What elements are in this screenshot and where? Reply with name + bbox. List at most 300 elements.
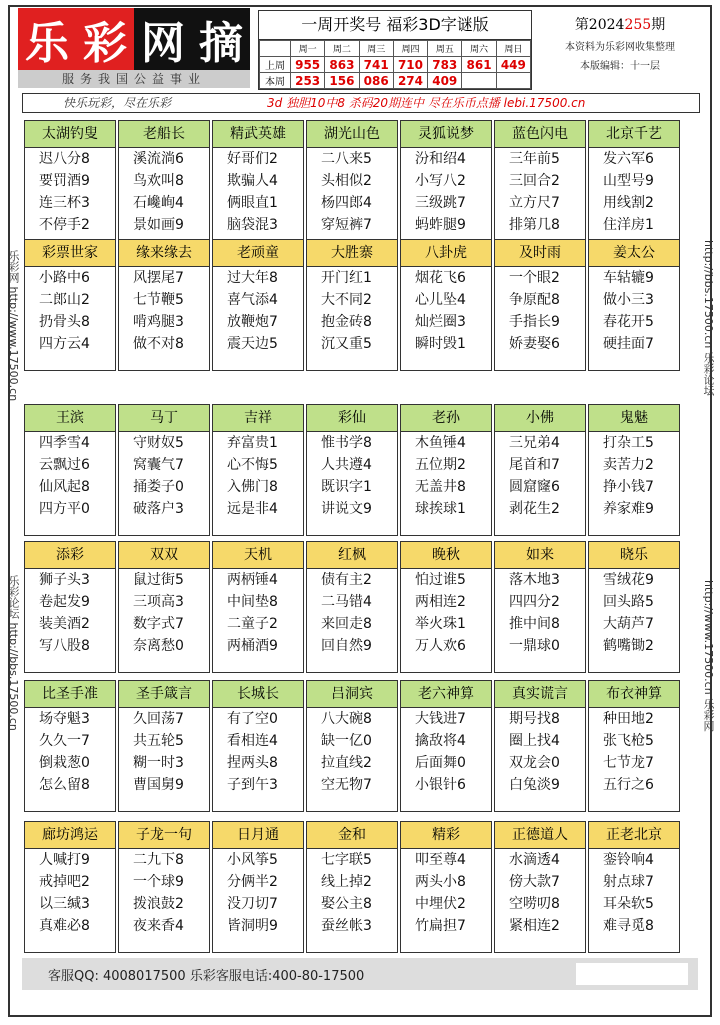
riddle-line: 三级跳7 xyxy=(415,195,466,211)
riddle-card xyxy=(24,680,116,812)
author-name: 大胜寨 xyxy=(307,240,397,267)
riddle-line: 剥花生2 xyxy=(509,501,560,517)
riddle-card xyxy=(588,404,680,536)
riddle-card xyxy=(118,821,210,953)
riddle-line: 中埋伏2 xyxy=(415,896,466,912)
riddle-line: 拉直线2 xyxy=(321,755,372,771)
riddle-line: 狮子头3 xyxy=(39,572,90,588)
riddle-line: 共五轮5 xyxy=(133,733,184,749)
riddle-line: 竹扁担7 xyxy=(415,918,466,934)
riddle-line: 擒敌将4 xyxy=(415,733,466,749)
riddle-line: 沉又重5 xyxy=(321,336,372,352)
riddle-line: 讲说文9 xyxy=(321,501,372,517)
riddle-line: 四四分2 xyxy=(509,594,560,610)
author-name: 真实谎言 xyxy=(495,681,585,708)
riddle-line: 两相连2 xyxy=(415,594,466,610)
riddle-line: 四季雪4 xyxy=(39,435,90,451)
riddle-line: 看相连4 xyxy=(227,733,278,749)
row-label: 上周 xyxy=(260,57,291,73)
riddle-line: 没刀切7 xyxy=(227,896,278,912)
riddle-card xyxy=(306,404,398,536)
riddle-line: 弃富贵1 xyxy=(227,435,278,451)
riddle-line: 迟八分8 xyxy=(39,151,90,167)
riddle-card xyxy=(212,541,304,673)
author-name: 缘来缘去 xyxy=(119,240,209,267)
riddle-line: 久回荡7 xyxy=(133,711,184,727)
riddle-card xyxy=(24,404,116,536)
day-header: 周一 xyxy=(291,41,325,57)
author-name: 王滨 xyxy=(25,405,115,432)
riddle-line: 二马错4 xyxy=(321,594,372,610)
riddle-line: 尾首和7 xyxy=(509,457,560,473)
riddle-line: 无盖井8 xyxy=(415,479,466,495)
riddle-line: 杨四郎4 xyxy=(321,195,372,211)
riddle-line: 人共遵4 xyxy=(321,457,372,473)
draw-number: 741 xyxy=(359,57,393,73)
riddle-row xyxy=(24,821,696,959)
riddle-line: 一鼎球0 xyxy=(509,638,560,654)
author-name: 长城长 xyxy=(213,681,303,708)
riddle-line: 过大年8 xyxy=(227,270,278,286)
draw-number: 086 xyxy=(359,73,393,89)
riddle-card xyxy=(306,239,398,371)
riddle-line: 石巉峋4 xyxy=(133,195,184,211)
riddle-line: 装美酒2 xyxy=(39,616,90,632)
riddle-line: 一个球9 xyxy=(133,874,184,890)
draw-number: 710 xyxy=(393,57,427,73)
slogan: 服务我国公益事业 xyxy=(18,70,250,88)
draw-number: 156 xyxy=(325,73,359,89)
logo-char: 摘 xyxy=(192,8,250,70)
riddle-line: 圈上找4 xyxy=(509,733,560,749)
draw-number: 861 xyxy=(462,57,496,73)
riddle-row xyxy=(24,404,696,542)
draw-number: 783 xyxy=(428,57,462,73)
riddle-line: 扔骨头8 xyxy=(39,314,90,330)
riddle-line: 捅娄子0 xyxy=(133,479,184,495)
riddle-line: 破落户3 xyxy=(133,501,184,517)
riddle-line: 用线割2 xyxy=(603,195,654,211)
logo-char: 网 xyxy=(134,8,192,70)
author-name: 比圣手准 xyxy=(25,681,115,708)
riddle-line: 娇妻娶6 xyxy=(509,336,560,352)
riddle-line: 三回合2 xyxy=(509,173,560,189)
side-text-left-bottom: 乐彩论坛 http://bbs.17500.cn xyxy=(7,575,20,731)
author-name: 小佛 xyxy=(495,405,585,432)
riddle-line: 水滴透4 xyxy=(509,852,560,868)
riddle-line: 小写八2 xyxy=(415,173,466,189)
riddle-line: 空唠叨8 xyxy=(509,896,560,912)
header xyxy=(18,8,704,88)
riddle-line: 种田地2 xyxy=(603,711,654,727)
riddle-line: 喜气添4 xyxy=(227,292,278,308)
riddle-card xyxy=(24,120,116,252)
riddle-line: 白兔淡9 xyxy=(509,777,560,793)
riddle-line: 两头小8 xyxy=(415,874,466,890)
riddle-line: 二郎山2 xyxy=(39,292,90,308)
riddle-card xyxy=(588,541,680,673)
riddle-card xyxy=(400,541,492,673)
author-name: 圣手箴言 xyxy=(119,681,209,708)
riddle-line: 要罚酒9 xyxy=(39,173,90,189)
draw-header-row xyxy=(260,41,531,57)
author-name: 晚秋 xyxy=(401,542,491,569)
riddle-line: 二九下8 xyxy=(133,852,184,868)
riddle-line: 仙风起8 xyxy=(39,479,90,495)
riddle-line: 烟花飞6 xyxy=(415,270,466,286)
riddle-row xyxy=(24,541,696,679)
riddle-line: 戒掉吧2 xyxy=(39,874,90,890)
riddle-card xyxy=(494,239,586,371)
riddle-line: 卷起发9 xyxy=(39,594,90,610)
riddle-line: 欺骗人4 xyxy=(227,173,278,189)
tagline-bar xyxy=(22,93,700,113)
riddle-line: 做小三3 xyxy=(603,292,654,308)
riddle-line: 惟书学8 xyxy=(321,435,372,451)
riddle-line: 七字联5 xyxy=(321,852,372,868)
draw-row-this-week xyxy=(260,73,531,89)
riddle-line: 回头路5 xyxy=(603,594,654,610)
riddle-line: 糊一时3 xyxy=(133,755,184,771)
riddle-line: 怎么留8 xyxy=(39,777,90,793)
riddle-line: 立方尺7 xyxy=(509,195,560,211)
author-name: 如来 xyxy=(495,542,585,569)
riddle-line: 推中间8 xyxy=(509,616,560,632)
riddle-line: 銮铃响4 xyxy=(603,852,654,868)
riddle-line: 子到午3 xyxy=(227,777,278,793)
riddle-line: 住洋房1 xyxy=(603,217,654,233)
riddle-card xyxy=(212,821,304,953)
author-name: 老孙 xyxy=(401,405,491,432)
riddle-line: 久久一7 xyxy=(39,733,90,749)
riddle-line: 期号找8 xyxy=(509,711,560,727)
riddle-card xyxy=(494,541,586,673)
riddle-card xyxy=(494,821,586,953)
riddle-card xyxy=(588,680,680,812)
riddle-line: 落木地3 xyxy=(509,572,560,588)
riddle-card xyxy=(588,821,680,953)
riddle-line: 两桶酒9 xyxy=(227,638,278,654)
author-name: 精武英雄 xyxy=(213,121,303,148)
riddle-line: 争原配8 xyxy=(509,292,560,308)
riddle-line: 傍大款7 xyxy=(509,874,560,890)
riddle-line: 三项高3 xyxy=(133,594,184,610)
riddle-line: 震天边5 xyxy=(227,336,278,352)
riddle-line: 线上掉2 xyxy=(321,874,372,890)
draw-number xyxy=(462,73,496,89)
riddle-card xyxy=(306,821,398,953)
riddle-line: 开门红1 xyxy=(321,270,372,286)
day-header: 周三 xyxy=(359,41,393,57)
draw-number: 253 xyxy=(291,73,325,89)
riddle-line: 风摆尾7 xyxy=(133,270,184,286)
author-name: 灵狐说梦 xyxy=(401,121,491,148)
riddle-line: 射点球7 xyxy=(603,874,654,890)
issue-editor: 本版编辑：十一层 xyxy=(580,61,660,72)
author-name: 吉祥 xyxy=(213,405,303,432)
riddle-line: 山型号9 xyxy=(603,173,654,189)
issue-box xyxy=(536,10,704,88)
draw-table xyxy=(259,40,531,89)
riddle-line: 两柄锤4 xyxy=(227,572,278,588)
riddle-card xyxy=(400,404,492,536)
author-name: 蓝色闪电 xyxy=(495,121,585,148)
riddle-line: 鼠过街5 xyxy=(133,572,184,588)
riddle-card xyxy=(24,239,116,371)
riddle-line: 七节龙7 xyxy=(603,755,654,771)
riddle-line: 放鞭炮7 xyxy=(227,314,278,330)
riddle-line: 怕过谁5 xyxy=(415,572,466,588)
riddle-line: 五行之6 xyxy=(603,777,654,793)
riddle-line: 回自然9 xyxy=(321,638,372,654)
author-name: 老六神算 xyxy=(401,681,491,708)
riddle-line: 汾和绍4 xyxy=(415,151,466,167)
riddle-card xyxy=(118,680,210,812)
draw-number: 955 xyxy=(291,57,325,73)
riddle-line: 难寻觅8 xyxy=(603,918,654,934)
riddle-line: 挣小钱7 xyxy=(603,479,654,495)
author-name: 布衣神算 xyxy=(589,681,679,708)
riddle-line: 圆窟窿6 xyxy=(509,479,560,495)
riddle-line: 举火珠1 xyxy=(415,616,466,632)
author-name: 日月通 xyxy=(213,822,303,849)
side-text-right-bottom: http://www.17500.cn 乐彩网 xyxy=(702,580,715,732)
riddle-line: 发六军6 xyxy=(603,151,654,167)
author-name: 正老北京 xyxy=(589,822,679,849)
riddle-line: 养家难9 xyxy=(603,501,654,517)
riddle-line: 瞬时毁1 xyxy=(415,336,466,352)
riddle-line: 卖苦力2 xyxy=(603,457,654,473)
riddle-line: 远是非4 xyxy=(227,501,278,517)
author-name: 天机 xyxy=(213,542,303,569)
riddle-card xyxy=(118,239,210,371)
footer-blank-box xyxy=(576,963,688,985)
footer-contact: 客服QQ: 4008017500 乐彩客服电话:400-80-17500 xyxy=(48,969,365,984)
riddle-line: 景如画9 xyxy=(133,217,184,233)
riddle-line: 张飞枪5 xyxy=(603,733,654,749)
riddle-line: 好哥们2 xyxy=(227,151,278,167)
riddle-line: 以三缄3 xyxy=(39,896,90,912)
issue-note: 本资料为乐彩网收集整理 xyxy=(565,42,675,53)
riddle-line: 写八股8 xyxy=(39,638,90,654)
riddle-card xyxy=(118,404,210,536)
draw-number: 409 xyxy=(428,73,462,89)
riddle-line: 万人欢6 xyxy=(415,638,466,654)
riddle-line: 鹤嘴锄2 xyxy=(603,638,654,654)
riddle-line: 拨浪鼓2 xyxy=(133,896,184,912)
author-name: 老顽童 xyxy=(213,240,303,267)
riddle-line: 小银针6 xyxy=(415,777,466,793)
draw-title: 一周开奖号 福彩3D字谜版 xyxy=(259,11,531,40)
author-name: 晓乐 xyxy=(589,542,679,569)
riddle-line: 三年前5 xyxy=(509,151,560,167)
author-name: 及时雨 xyxy=(495,240,585,267)
riddle-card xyxy=(494,120,586,252)
riddle-line: 溪流淌6 xyxy=(133,151,184,167)
riddle-line: 三兄弟4 xyxy=(509,435,560,451)
tagline-right[interactable]: 3d 独胆10中8 杀码20期连中 尽在乐币点播 lebi.17500.cn xyxy=(267,96,586,110)
riddle-line: 夜来香4 xyxy=(133,918,184,934)
draw-number: 274 xyxy=(393,73,427,89)
riddle-line: 春花开5 xyxy=(603,314,654,330)
riddle-line: 分俩半2 xyxy=(227,874,278,890)
author-name: 子龙一句 xyxy=(119,822,209,849)
riddle-card xyxy=(400,821,492,953)
riddle-line: 既识字1 xyxy=(321,479,372,495)
riddle-line: 曹国舅9 xyxy=(133,777,184,793)
riddle-line: 窝囊气7 xyxy=(133,457,184,473)
riddle-card xyxy=(588,239,680,371)
logo-char: 乐 xyxy=(18,8,76,70)
riddle-line: 脑袋混3 xyxy=(227,217,278,233)
author-name: 姜太公 xyxy=(589,240,679,267)
riddle-line: 抱金砖8 xyxy=(321,314,372,330)
draw-number: 863 xyxy=(325,57,359,73)
author-name: 彩仙 xyxy=(307,405,397,432)
author-name: 马丁 xyxy=(119,405,209,432)
riddle-card xyxy=(494,404,586,536)
author-name: 精彩 xyxy=(401,822,491,849)
side-text-left-top: 乐彩网 http://www.17500.cn xyxy=(7,250,20,402)
riddle-line: 数字式7 xyxy=(133,616,184,632)
draw-row-last-week xyxy=(260,57,531,73)
riddle-line: 债有主2 xyxy=(321,572,372,588)
day-header: 周六 xyxy=(462,41,496,57)
riddle-row xyxy=(24,239,696,377)
riddle-card xyxy=(212,120,304,252)
riddle-line: 球挨球1 xyxy=(415,501,466,517)
riddle-card xyxy=(588,120,680,252)
riddle-card xyxy=(212,680,304,812)
riddle-line: 双龙会0 xyxy=(509,755,560,771)
riddle-card xyxy=(118,541,210,673)
riddle-line: 中间垫8 xyxy=(227,594,278,610)
draw-number: 449 xyxy=(496,57,530,73)
riddle-line: 四方平0 xyxy=(39,501,90,517)
riddle-line: 真难必8 xyxy=(39,918,90,934)
author-name: 双双 xyxy=(119,542,209,569)
side-text-right-top: http://bbs.17500.cn 乐彩论坛 xyxy=(702,240,715,396)
riddle-line: 手指长9 xyxy=(509,314,560,330)
riddle-line: 皆洞明9 xyxy=(227,918,278,934)
riddle-line: 穿短裤7 xyxy=(321,217,372,233)
logo-char: 彩 xyxy=(76,8,134,70)
author-name: 吕洞宾 xyxy=(307,681,397,708)
draw-results xyxy=(258,10,532,90)
riddle-line: 鸟欢叫8 xyxy=(133,173,184,189)
riddle-line: 做不对8 xyxy=(133,336,184,352)
day-header: 周五 xyxy=(428,41,462,57)
riddle-line: 头相似2 xyxy=(321,173,372,189)
day-header: 周二 xyxy=(325,41,359,57)
riddle-line: 二童子2 xyxy=(227,616,278,632)
riddle-line: 大钱进7 xyxy=(415,711,466,727)
riddle-card xyxy=(400,239,492,371)
riddle-line: 排第几8 xyxy=(509,217,560,233)
author-name: 正德道人 xyxy=(495,822,585,849)
riddle-line: 一个眼2 xyxy=(509,270,560,286)
riddle-line: 娶公主8 xyxy=(321,896,372,912)
author-name: 鬼魅 xyxy=(589,405,679,432)
riddle-line: 人喊打9 xyxy=(39,852,90,868)
tagline-left: 快乐玩彩，尽在乐彩 xyxy=(63,96,172,110)
riddle-line: 守财奴5 xyxy=(133,435,184,451)
day-header: 周日 xyxy=(496,41,530,57)
riddle-line: 灿烂圈3 xyxy=(415,314,466,330)
author-name: 老船长 xyxy=(119,121,209,148)
riddle-line: 来回走8 xyxy=(321,616,372,632)
riddle-card xyxy=(24,541,116,673)
riddle-card xyxy=(494,680,586,812)
riddle-line: 小风筝5 xyxy=(227,852,278,868)
riddle-line: 后面舞0 xyxy=(415,755,466,771)
riddle-line: 四方云4 xyxy=(39,336,90,352)
riddle-card xyxy=(118,120,210,252)
author-name: 红枫 xyxy=(307,542,397,569)
logo xyxy=(18,8,250,70)
riddle-card xyxy=(400,120,492,252)
riddle-card xyxy=(24,821,116,953)
riddle-line: 入佛门8 xyxy=(227,479,278,495)
author-name: 八卦虎 xyxy=(401,240,491,267)
riddle-line: 俩眼直1 xyxy=(227,195,278,211)
author-name: 太湖钓叟 xyxy=(25,121,115,148)
riddle-line: 连三杯3 xyxy=(39,195,90,211)
author-name: 添彩 xyxy=(25,542,115,569)
riddle-line: 奈离愁0 xyxy=(133,638,184,654)
riddle-line: 空无物7 xyxy=(321,777,372,793)
riddle-line: 缺一亿0 xyxy=(321,733,372,749)
footer xyxy=(22,958,698,990)
riddle-card xyxy=(212,404,304,536)
riddle-line: 硬挂面7 xyxy=(603,336,654,352)
riddle-line: 蚂蚱腿9 xyxy=(415,217,466,233)
riddle-line: 紧相连2 xyxy=(509,918,560,934)
issue-number: 第2024255期 xyxy=(574,17,666,33)
riddle-line: 心儿坠4 xyxy=(415,292,466,308)
row-label: 本周 xyxy=(260,73,291,89)
riddle-card xyxy=(306,541,398,673)
day-header: 周四 xyxy=(393,41,427,57)
draw-number xyxy=(496,73,530,89)
author-name: 彩票世家 xyxy=(25,240,115,267)
riddle-line: 小路中6 xyxy=(39,270,90,286)
riddle-line: 场夺魁3 xyxy=(39,711,90,727)
author-name: 廊坊鸿运 xyxy=(25,822,115,849)
riddle-line: 七节鞭5 xyxy=(133,292,184,308)
riddle-line: 八大碗8 xyxy=(321,711,372,727)
riddle-card xyxy=(306,120,398,252)
riddle-line: 大葫芦7 xyxy=(603,616,654,632)
riddle-card xyxy=(306,680,398,812)
riddle-line: 耳朵软5 xyxy=(603,896,654,912)
riddle-line: 叩至尊4 xyxy=(415,852,466,868)
riddle-line: 打杂工5 xyxy=(603,435,654,451)
riddle-row xyxy=(24,680,696,818)
riddle-line: 五位期2 xyxy=(415,457,466,473)
riddle-line: 大不同2 xyxy=(321,292,372,308)
riddle-line: 不停手2 xyxy=(39,217,90,233)
riddle-line: 雪绒花9 xyxy=(603,572,654,588)
riddle-line: 二八来5 xyxy=(321,151,372,167)
riddle-card xyxy=(400,680,492,812)
riddle-line: 车轱辘9 xyxy=(603,270,654,286)
riddle-line: 心不悔5 xyxy=(227,457,278,473)
riddle-line: 捏两头8 xyxy=(227,755,278,771)
riddle-row xyxy=(24,120,696,258)
author-name: 北京千艺 xyxy=(589,121,679,148)
riddle-line: 倒栽葱0 xyxy=(39,755,90,771)
